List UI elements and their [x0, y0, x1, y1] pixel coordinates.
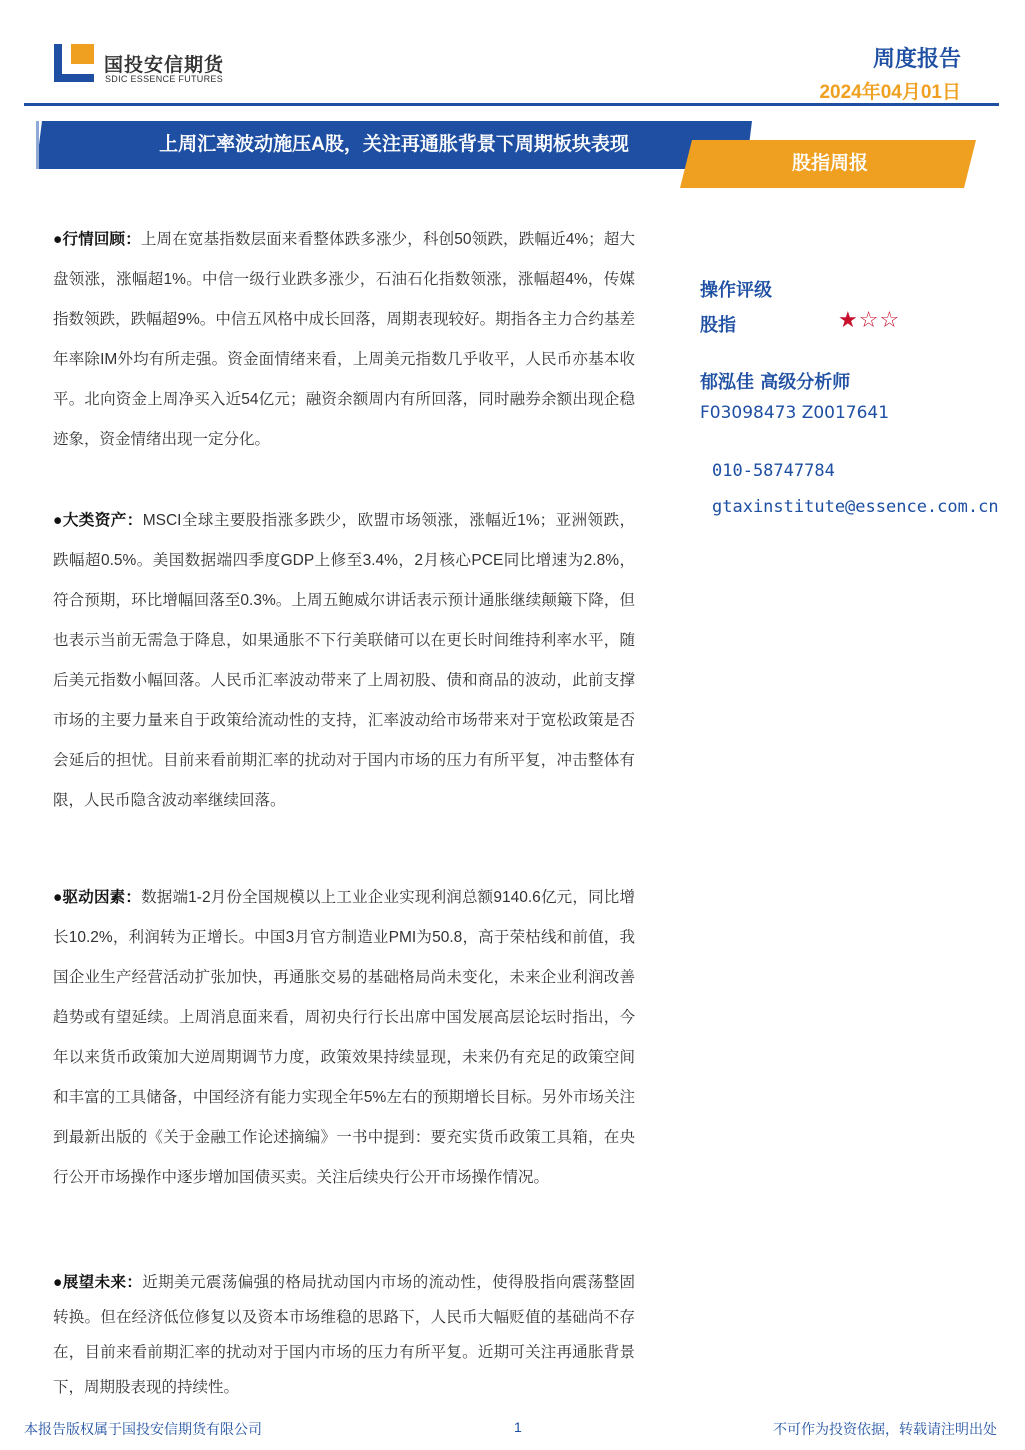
- header-divider: [24, 103, 999, 106]
- section-lead: ●驱动因素：: [53, 889, 142, 906]
- report-title: 上周汇率波动施压A股，关注再通胀背景下周期板块表现: [159, 134, 629, 155]
- contact-phone: 010-58747784: [712, 461, 835, 481]
- section-text: 上周在宽基指数层面来看整体跌多涨少，科创50领跌，跌幅近4%；超大盘领涨，涨幅超1%。中信一级行业跌多涨少，石油石化指数领涨，涨幅超4%，传媒指数领跌，跌幅超9%。中信五风格中成长回落，周期表现较好。期指各主力合约基差年率除IM外均有所走强。资金面情绪来看，上周美元指数几乎收平，人民币亦基本收平。北向资金上周净买入近54亿元；融资余额周内有所回落，同时融券余额出现企稳迹象，资金情绪出现一定分化。: [53, 231, 635, 448]
- rating-stars: ★☆☆: [838, 308, 901, 333]
- footer-disclaimer: 不可作为投资依据，转载请注明出处: [773, 1421, 997, 1437]
- company-name-en: SDIC ESSENCE FUTURES: [105, 74, 224, 84]
- report-date: 2024年04月01日: [819, 82, 961, 103]
- section-drivers: [53, 878, 635, 1198]
- contact-email[interactable]: gtaxinstitute@essence.com.cn: [712, 497, 999, 517]
- analyst-name: 郁泓佳 高级分析师: [700, 372, 851, 393]
- section-lead: ●行情回顾：: [53, 231, 141, 248]
- footer-copyright: 本报告版权属于国投安信期货有限公司: [24, 1421, 262, 1437]
- report-category-label: 股指周报: [791, 153, 868, 174]
- section-asset-classes: [53, 501, 635, 821]
- company-name: 国投安信期货: [104, 55, 225, 76]
- rating-heading: 操作评级: [700, 280, 772, 301]
- company-logo-icon: [54, 44, 94, 82]
- section-lead: ●大类资产：: [53, 512, 143, 529]
- report-type: 周度报告: [872, 46, 961, 71]
- page-number: 1: [514, 1419, 522, 1435]
- section-text: MSCI全球主要股指涨多跌少，欧盟市场领涨，涨幅近1%；亚洲领跌，跌幅超0.5%。美国数据端四季度GDP上修至3.4%，2月核心PCE同比增速为2.8%，符合预期，环比增幅回落至0.3%。上周五鲍威尔讲话表示预计通胀继续颠簸下降，但也表示当前无需急于降息，如果通胀不下行美联储可以在更长时间维持利率水平，随后美元指数小幅回落。人民币汇率波动带来了上周初股、债和商品的波动，此前支撑市场的主要力量来自于政策给流动性的支持，汇率波动给市场带来对于宽松政策是否会延后的担忧。目前来看前期汇率的扰动对于国内市场的压力有所平复，冲击整体有限，人民币隐含波动率继续回落。: [53, 512, 635, 809]
- section-market-review: [53, 220, 635, 460]
- analyst-certificate: F03098473 Z0017641: [700, 403, 890, 423]
- section-text: 近期美元震荡偏强的格局扰动国内市场的流动性，使得股指向震荡整固转换。但在经济低位修复以及资本市场维稳的思路下，人民币大幅贬值的基础尚不存在，目前来看前期汇率的扰动对于国内市场的压力有所平复。近期可关注再通胀背景下，周期股表现的持续性。: [53, 1274, 635, 1396]
- section-text: 数据端1-2月份全国规模以上工业企业实现利润总额9140.6亿元，同比增长10.2%，利润转为正增长。中国3月官方制造业PMI为50.8，高于荣枯线和前值，我国企业生产经营活动扩张加快，再通胀交易的基础格局尚未变化，未来企业利润改善趋势或有望延续。上周消息面来看，周初央行行长出席中国发展高层论坛时指出，今年以来货币政策加大逆周期调节力度，政策效果持续显现，未来仍有充足的政策空间和丰富的工具储备，中国经济有能力实现全年5%左右的预期增长目标。另外市场关注到最新出版的《关于金融工作论述摘编》一书中提到：要充实货币政策工具箱，在央行公开市场操作中逐步增加国债买卖。关注后续央行公开市场操作情况。: [53, 889, 635, 1186]
- rating-label: 股指: [700, 315, 736, 336]
- section-lead: ●展望未来：: [53, 1274, 143, 1291]
- section-outlook: [53, 1265, 635, 1405]
